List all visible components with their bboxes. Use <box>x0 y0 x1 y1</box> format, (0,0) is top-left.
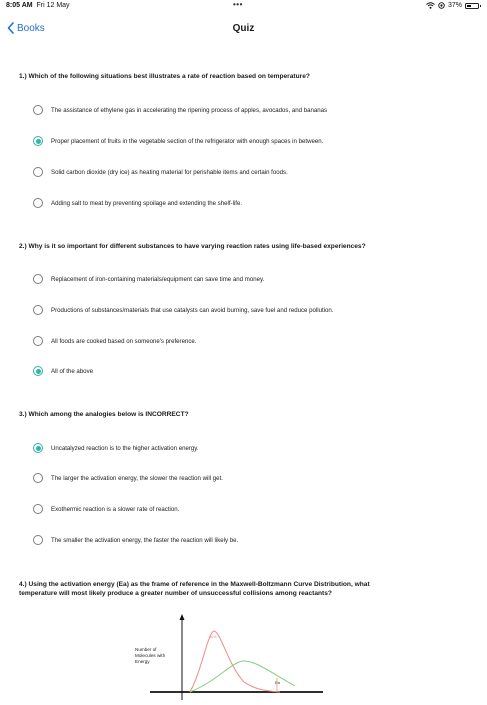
battery-fill <box>467 5 471 7</box>
status-indicators <box>426 2 479 9</box>
option-label: All of the above <box>51 367 94 375</box>
question-4-line-1: 4.) Using the activation energy (Ea) as the frame of reference in the Maxwell-Boltzmann Curve Distribution, what <box>19 581 370 588</box>
option-label: The larger the activation energy, the slower the reaction will get. <box>51 474 223 482</box>
battery-icon <box>465 3 479 9</box>
question-4-text <box>19 580 469 598</box>
q2-option-4[interactable] <box>33 366 93 376</box>
q3-option-2[interactable] <box>33 473 223 483</box>
q1-option-1[interactable] <box>33 105 327 115</box>
clock-date: Fri 12 May <box>36 2 70 9</box>
q3-option-3[interactable] <box>33 504 179 514</box>
chart-annotation-percent: 30% <box>209 635 217 639</box>
radio-button[interactable] <box>33 274 43 284</box>
wifi-icon <box>426 2 435 9</box>
radio-button[interactable] <box>33 167 43 177</box>
q1-option-2[interactable] <box>33 136 323 146</box>
page-title: Quiz <box>232 23 255 34</box>
radio-button[interactable] <box>33 198 43 208</box>
battery-percentage: 37% <box>447 2 462 9</box>
radio-button-selected[interactable] <box>33 443 43 453</box>
radio-button[interactable] <box>33 535 43 545</box>
question-1-text: 1.) Which of the following situations best illustrates a rate of reaction based on temperature? <box>19 73 310 80</box>
chart-ea-label: Ea <box>275 680 280 685</box>
maxwell-boltzmann-chart <box>120 610 365 700</box>
question-4-line-2: temperature will most likely produce a greater number of unsuccessful collisions among reactants? <box>19 590 332 597</box>
option-label: Proper placement of fruits in the vegetable section of the refrigerator with enough spaces in between. <box>51 137 324 145</box>
radio-button-selected[interactable] <box>33 136 43 146</box>
option-label: Exothermic reaction is a slower rate of reaction. <box>51 505 180 513</box>
option-label: The assistance of ethylene gas in accelerating the ripening process of apples, avocados, and bananas <box>51 106 328 114</box>
status-time <box>6 2 70 9</box>
radio-button[interactable] <box>33 105 43 115</box>
radio-button[interactable] <box>33 473 43 483</box>
option-label: Solid carbon dioxide (dry ice) as heating material for perishable items and certain foods. <box>51 168 288 176</box>
chart-y-axis-arrow <box>180 614 185 620</box>
q2-option-3[interactable] <box>33 336 196 346</box>
chart-ylabel-line-1: Number of <box>135 647 157 652</box>
clock-time: 8:05 AM <box>6 2 33 9</box>
q2-option-1[interactable] <box>33 274 264 284</box>
option-label: All foods are cooked based on someone's preference. <box>51 337 197 345</box>
radio-button[interactable] <box>33 336 43 346</box>
question-2-text: 2.) Why is it so important for different substances to have varying reaction rates using life-based experiences? <box>19 243 366 250</box>
chart-ylabel-line-2: Molecules with <box>135 653 166 658</box>
question-3-text: 3.) Which among the analogies below is INCORRECT? <box>19 411 189 418</box>
option-label: The smaller the activation energy, the faster the reaction will likely be. <box>51 536 239 544</box>
q2-option-2[interactable] <box>33 305 334 315</box>
q1-option-3[interactable] <box>33 167 288 177</box>
location-icon <box>438 2 445 9</box>
q3-option-1[interactable] <box>33 443 199 453</box>
chart-svg <box>120 610 365 700</box>
q3-option-4[interactable] <box>33 535 238 545</box>
chart-series-line-1 <box>190 631 280 692</box>
option-label: Uncatalyzed reaction is to the higher activation energy. <box>51 444 199 452</box>
status-bar <box>0 0 487 12</box>
chart-series-line-2 <box>190 661 295 692</box>
back-button-label: Books <box>17 22 45 34</box>
option-label: Adding salt to meat by preventing spoilage and extending the shelf-life. <box>51 199 243 207</box>
option-label: Productions of substances/materials that use catalysts can avoid burning, save fuel and reduce pollution. <box>51 306 334 314</box>
navigation-bar <box>0 14 487 46</box>
q1-option-4[interactable] <box>33 198 242 208</box>
option-label: Replacement of iron-containing materials/equipment can save time and money. <box>51 275 265 283</box>
chart-ylabel-line-3: Energy <box>135 659 150 664</box>
radio-button[interactable] <box>33 504 43 514</box>
radio-button[interactable] <box>33 305 43 315</box>
multitasking-dots[interactable]: ••• <box>233 0 243 9</box>
radio-button-selected[interactable] <box>33 366 43 376</box>
